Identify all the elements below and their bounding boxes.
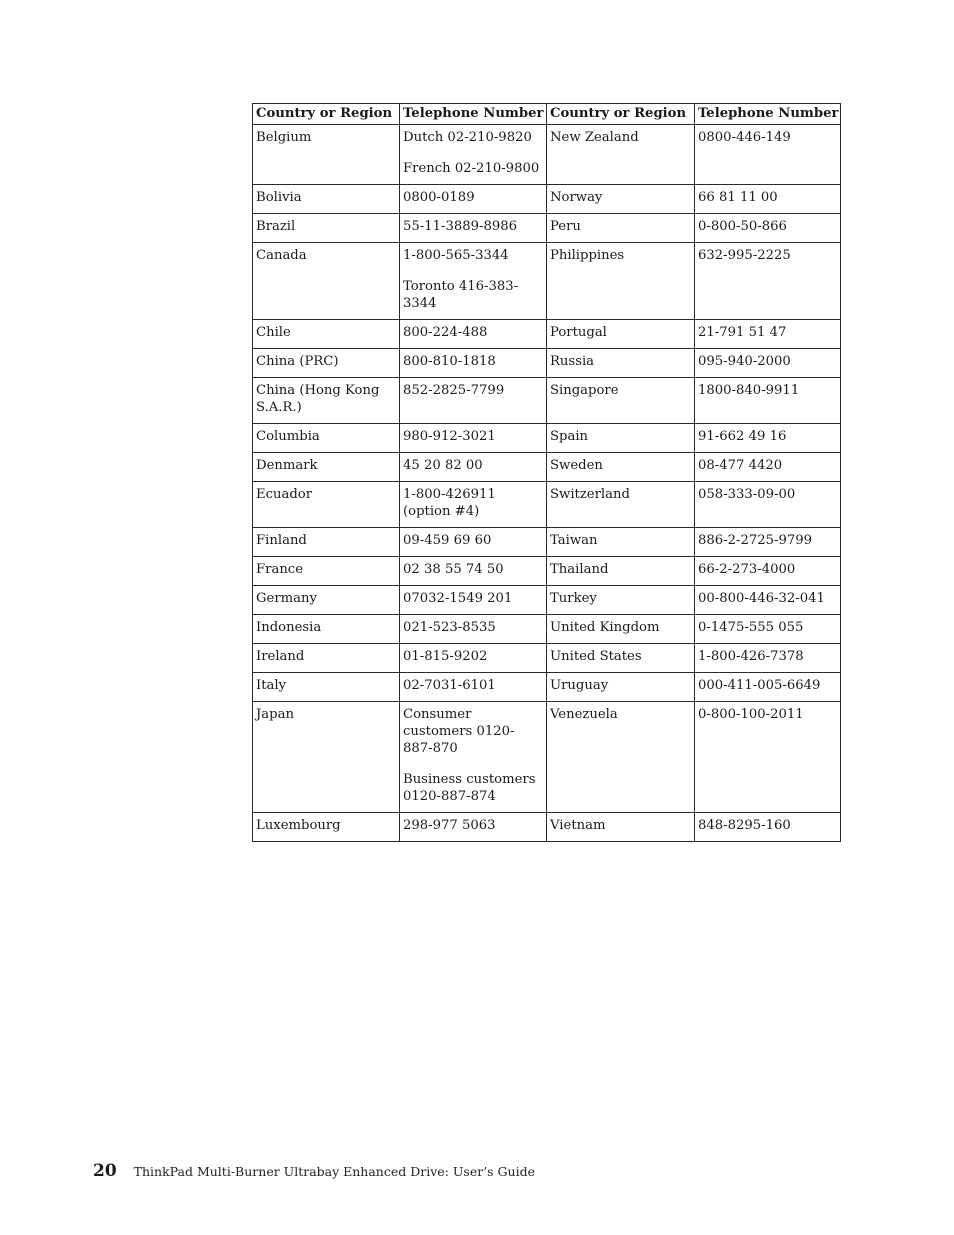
telephone-cell: [400, 243, 547, 320]
country-cell: Portugal: [547, 320, 695, 349]
telephone-cell: [400, 528, 547, 557]
column-header-telephone-1: Telephone Number: [400, 104, 547, 125]
country-cell: Germany: [253, 586, 400, 615]
telephone-line: 1-800-565-3344: [403, 248, 509, 263]
telephone-line: 021-523-8535: [403, 620, 496, 635]
telephone-line: Consumer customers 0120-887-870: [403, 707, 515, 756]
telephone-cell: 66-2-273-4000: [695, 557, 841, 586]
country-cell: Ireland: [253, 644, 400, 673]
telephone-cell: 0-800-100-2011: [695, 702, 841, 813]
country-cell: Switzerland: [547, 482, 695, 528]
table-body: [253, 125, 841, 842]
country-cell: China (PRC): [253, 349, 400, 378]
column-header-telephone-2: Telephone Number: [695, 104, 841, 125]
table-row: [253, 185, 841, 214]
telephone-cell: 08-477 4420: [695, 453, 841, 482]
country-cell: Uruguay: [547, 673, 695, 702]
telephone-line: 800-810-1818: [403, 354, 496, 369]
table-row: [253, 214, 841, 243]
country-cell: New Zealand: [547, 125, 695, 185]
telephone-line: 07032-1549 201: [403, 591, 513, 606]
telephone-cell: [400, 813, 547, 842]
table-row: [253, 243, 841, 320]
country-cell: Ecuador: [253, 482, 400, 528]
country-cell: Vietnam: [547, 813, 695, 842]
country-cell: United States: [547, 644, 695, 673]
country-cell: Italy: [253, 673, 400, 702]
table-row: [253, 586, 841, 615]
table-row: [253, 557, 841, 586]
telephone-cell: 0800-446-149: [695, 125, 841, 185]
telephone-cell: 886-2-2725-9799: [695, 528, 841, 557]
table-header-row: [253, 104, 841, 125]
country-cell: Japan: [253, 702, 400, 813]
table-row: [253, 453, 841, 482]
table-row: [253, 320, 841, 349]
telephone-line: 980-912-3021: [403, 429, 496, 444]
telephone-cell: 848-8295-160: [695, 813, 841, 842]
telephone-cell: [400, 482, 547, 528]
telephone-line: 298-977 5063: [403, 818, 496, 833]
telephone-cell: [400, 615, 547, 644]
telephone-line: 55-11-3889-8986: [403, 219, 518, 234]
table-row: [253, 644, 841, 673]
telephone-cell: [400, 586, 547, 615]
telephone-line: 852-2825-7799: [403, 383, 505, 398]
table-row: [253, 424, 841, 453]
line-gap: [403, 146, 542, 160]
table-row: [253, 125, 841, 185]
country-cell: Turkey: [547, 586, 695, 615]
telephone-cell: 058-333-09-00: [695, 482, 841, 528]
telephone-cell: 000-411-005-6649: [695, 673, 841, 702]
country-cell: Indonesia: [253, 615, 400, 644]
telephone-line: Dutch 02-210-9820: [403, 130, 532, 145]
telephone-cell: 0-800-50-866: [695, 214, 841, 243]
country-cell: Norway: [547, 185, 695, 214]
telephone-cell: 91-662 49 16: [695, 424, 841, 453]
country-cell: Taiwan: [547, 528, 695, 557]
country-cell: Sweden: [547, 453, 695, 482]
table-row: [253, 673, 841, 702]
telephone-cell: [400, 185, 547, 214]
country-cell: Peru: [547, 214, 695, 243]
country-cell: Venezuela: [547, 702, 695, 813]
telephone-cell: [400, 673, 547, 702]
country-cell: Thailand: [547, 557, 695, 586]
table-row: [253, 615, 841, 644]
telephone-line: Toronto 416-383-3344: [403, 279, 519, 311]
line-gap: [403, 757, 542, 771]
country-cell: China (Hong Kong S.A.R.): [253, 378, 400, 424]
page-number: 20: [93, 1161, 117, 1181]
table-row: [253, 482, 841, 528]
telephone-line: 09-459 69 60: [403, 533, 492, 548]
telephone-cell: 00-800-446-32-041: [695, 586, 841, 615]
table-row: [253, 702, 841, 813]
telephone-line: Business customers 0120-887-874: [403, 772, 536, 804]
telephone-cell: [400, 378, 547, 424]
country-cell: Russia: [547, 349, 695, 378]
table-row: [253, 813, 841, 842]
country-cell: France: [253, 557, 400, 586]
telephone-cell: 1-800-426-7378: [695, 644, 841, 673]
country-cell: Chile: [253, 320, 400, 349]
telephone-cell: [400, 125, 547, 185]
country-cell: Denmark: [253, 453, 400, 482]
telephone-cell: 095-940-2000: [695, 349, 841, 378]
telephone-line: 1-800-426911 (option #4): [403, 487, 496, 519]
telephone-line: 0800-0189: [403, 190, 475, 205]
telephone-cell: [400, 424, 547, 453]
telephone-cell: [400, 214, 547, 243]
country-cell: United Kingdom: [547, 615, 695, 644]
country-cell: Columbia: [253, 424, 400, 453]
telephone-cell: 0-1475-555 055: [695, 615, 841, 644]
telephone-support-table: [252, 103, 841, 842]
telephone-cell: 66 81 11 00: [695, 185, 841, 214]
telephone-line: 01-815-9202: [403, 649, 488, 664]
telephone-line: French 02-210-9800: [403, 161, 540, 176]
column-header-country-2: Country or Region: [547, 104, 695, 125]
country-cell: Finland: [253, 528, 400, 557]
table-row: [253, 349, 841, 378]
country-cell: Bolivia: [253, 185, 400, 214]
country-cell: Belgium: [253, 125, 400, 185]
country-cell: Luxembourg: [253, 813, 400, 842]
telephone-cell: [400, 644, 547, 673]
page-footer: [93, 1161, 535, 1183]
telephone-cell: [400, 453, 547, 482]
country-cell: Singapore: [547, 378, 695, 424]
table-row: [253, 378, 841, 424]
telephone-line: 45 20 82 00: [403, 458, 483, 473]
line-gap: [403, 264, 542, 278]
telephone-cell: [400, 320, 547, 349]
column-header-country-1: Country or Region: [253, 104, 400, 125]
country-cell: Brazil: [253, 214, 400, 243]
telephone-cell: 21-791 51 47: [695, 320, 841, 349]
book-title: ThinkPad Multi-Burner Ultrabay Enhanced Drive: User’s Guide: [133, 1164, 535, 1179]
telephone-line: 02-7031-6101: [403, 678, 496, 693]
country-cell: Philippines: [547, 243, 695, 320]
telephone-cell: 1800-840-9911: [695, 378, 841, 424]
table-row: [253, 528, 841, 557]
telephone-line: 800-224-488: [403, 325, 488, 340]
telephone-cell: 632-995-2225: [695, 243, 841, 320]
country-cell: Spain: [547, 424, 695, 453]
telephone-cell: [400, 349, 547, 378]
telephone-cell: [400, 702, 547, 813]
country-cell: Canada: [253, 243, 400, 320]
telephone-line: 02 38 55 74 50: [403, 562, 504, 577]
telephone-cell: [400, 557, 547, 586]
